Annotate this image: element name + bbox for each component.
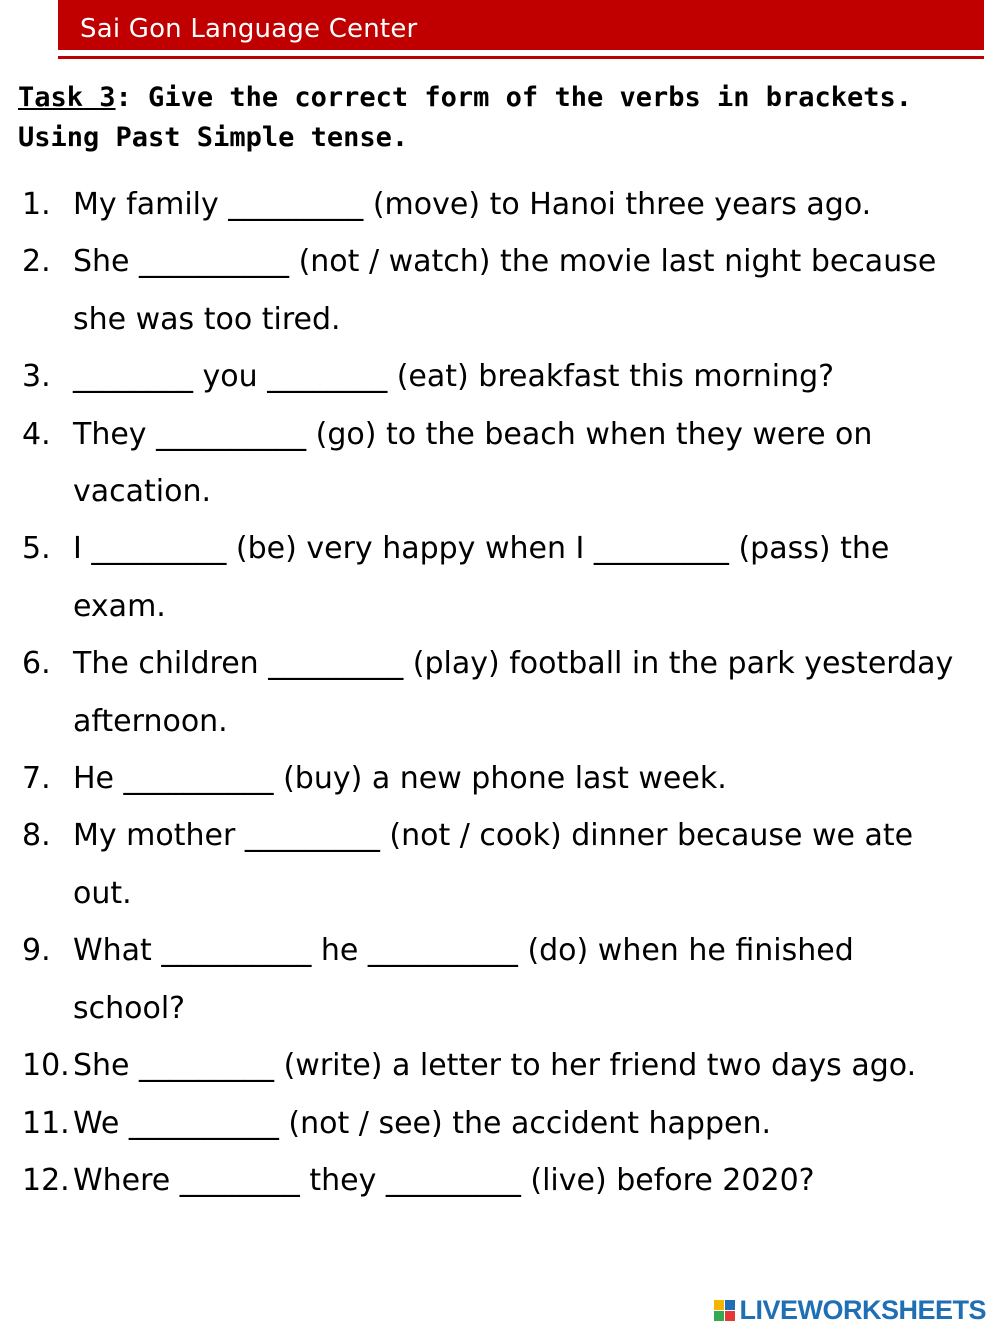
task-instructions bbox=[18, 78, 968, 158]
liveworksheets-logo[interactable] bbox=[714, 1295, 986, 1325]
header-divider bbox=[58, 56, 984, 59]
exercise-number: 9. bbox=[22, 933, 51, 969]
task-instruction-text: : Give the correct form of the verbs in brackets. Using Past Simple tense. bbox=[18, 82, 913, 153]
exercise-sentence: I _________ (be) very happy when I _________ (pass) the exam. bbox=[73, 531, 899, 624]
exercise-sentence: She _________ (write) a letter to her friend two days ago. bbox=[73, 1048, 917, 1084]
exercise-number: 8. bbox=[22, 818, 51, 854]
exercise-sentence: He __________ (buy) a new phone last week. bbox=[73, 761, 727, 797]
exercise-item bbox=[0, 750, 1000, 807]
exercise-sentence: We __________ (not / see) the accident happen. bbox=[73, 1105, 772, 1141]
exercise-number: 10. bbox=[22, 1048, 70, 1084]
liveworksheets-logo-icon bbox=[714, 1300, 735, 1321]
exercise-sentence: What __________ he __________ (do) when he finished school? bbox=[73, 933, 864, 1026]
exercise-number: 5. bbox=[22, 531, 51, 567]
exercise-item bbox=[0, 1095, 1000, 1152]
exercise-item bbox=[0, 520, 1000, 635]
exercise-item bbox=[0, 233, 1000, 348]
exercise-item bbox=[0, 635, 1000, 750]
header-title: Sai Gon Language Center bbox=[80, 14, 418, 44]
exercise-sentence: They __________ (go) to the beach when they were on vacation. bbox=[73, 416, 882, 510]
exercise-sentence: She __________ (not / watch) the movie last night because she was too tired. bbox=[73, 244, 946, 337]
exercise-number: 3. bbox=[22, 359, 51, 395]
exercise-number: 2. bbox=[22, 244, 51, 280]
exercise-sentence: Where ________ they _________ (live) before 2020? bbox=[73, 1162, 815, 1198]
exercise-number: 7. bbox=[22, 761, 51, 797]
exercise-item bbox=[0, 922, 1000, 1037]
exercise-sentence: ________ you ________ (eat) breakfast this morning? bbox=[73, 359, 835, 395]
exercise-item bbox=[0, 1037, 1000, 1094]
exercise-sentence: My mother _________ (not / cook) dinner because we ate out. bbox=[73, 818, 923, 911]
liveworksheets-logo-text: LIVEWORKSHEETS bbox=[739, 1294, 986, 1325]
exercise-item bbox=[0, 176, 1000, 233]
exercise-number: 6. bbox=[22, 646, 51, 682]
exercise-sentence: My family _________ (move) to Hanoi three years ago. bbox=[73, 187, 872, 222]
exercise-item bbox=[0, 1152, 1000, 1209]
task-label: Task 3 bbox=[18, 82, 116, 113]
exercise-item bbox=[0, 406, 1000, 521]
exercise-item bbox=[0, 807, 1000, 922]
exercise-number: 11. bbox=[22, 1105, 70, 1141]
exercise-number: 12. bbox=[22, 1162, 70, 1198]
exercise-number: 4. bbox=[22, 416, 51, 452]
exercise-number: 1. bbox=[22, 187, 51, 222]
exercise-sentence: The children _________ (play) football in the park yesterday afternoon. bbox=[73, 646, 963, 739]
exercise-list bbox=[0, 176, 1000, 1209]
exercise-item bbox=[0, 348, 1000, 405]
